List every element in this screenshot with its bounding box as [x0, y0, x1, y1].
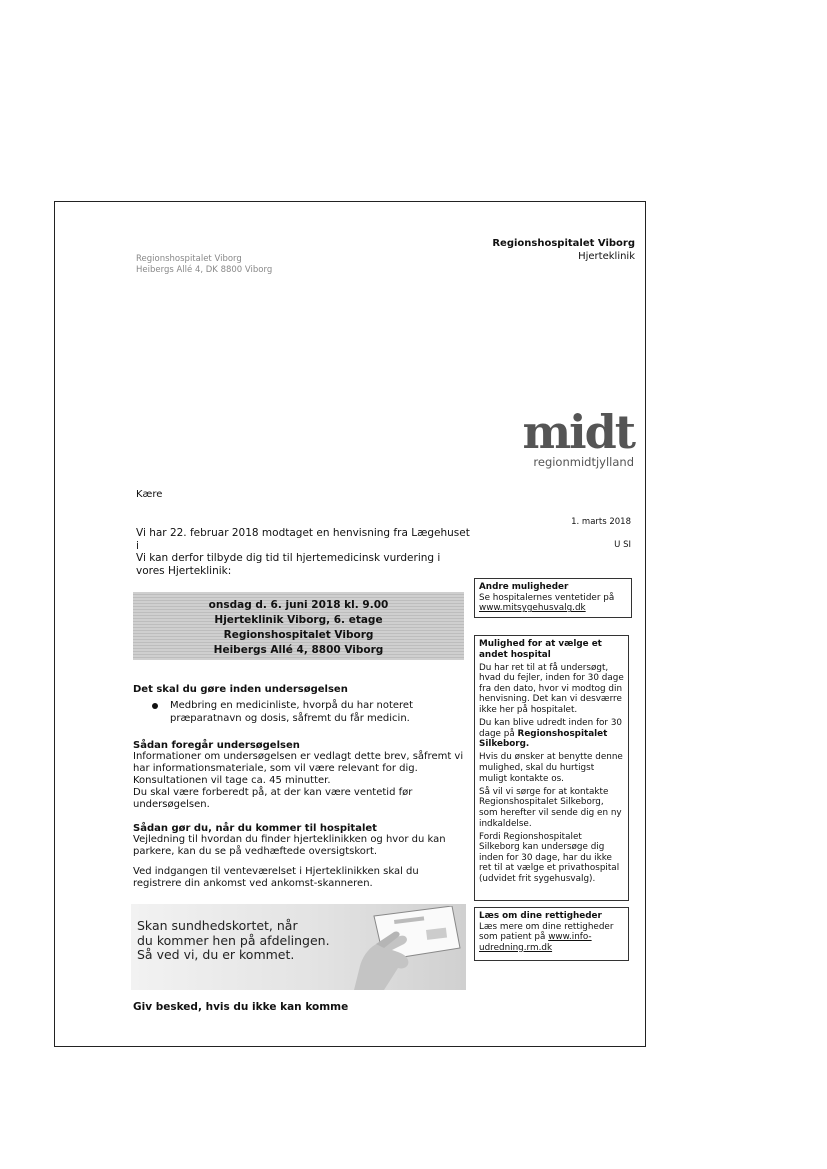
other-options-text: Se hospitalernes ventetider på [479, 592, 615, 603]
sender-line-2: Heibergs Allé 4, DK 8800 Viborg [136, 265, 273, 275]
sender-line-1: Regionshospitalet Viborg [136, 254, 242, 264]
waiting-times-link[interactable]: www.mitsygehusvalg.dk [479, 603, 586, 614]
bullet-text: Medbring en medicinliste, hvorpå du har noteret præparatnavn og dosis, såfremt du får medicin. [170, 700, 413, 724]
logo-subtitle: regionmidtjylland [533, 455, 634, 469]
exam-procedure-text: Informationer om undersøgelsen er vedlagt dette brev, såfremt vi har informationsmateriale, som vil være relevant for dig. Konsultationen vil tage ca. 45 minutter. [133, 751, 464, 786]
salutation: Kære [136, 489, 163, 500]
rights-box [474, 907, 629, 961]
silkeborg-option-lead: Du kan blive udredt inden for 30 dage på [479, 718, 623, 739]
appointment-clinic: Hjerteklinik Viborg, 6. etage [214, 614, 383, 626]
intro-line-3: Vi kan derfor tilbyde dig tid til hjertemedicinsk vurdering i vores Hjerteklinik: [136, 552, 441, 577]
scan-card-text [137, 919, 330, 963]
waiting-time-text: Du skal være forberedt på, at der kan være ventetid før undersøgelsen. [133, 787, 413, 810]
arrival-heading: Sådan gør du, når du kommer til hospitalet [133, 823, 377, 834]
choose-hospital-box [474, 635, 629, 901]
exam-procedure-heading: Sådan foregår undersøgelsen [133, 740, 300, 751]
rights-title: Læs om dine rettigheder [479, 911, 602, 921]
hospital-name: Regionshospitalet Viborg [492, 238, 635, 249]
region-logo [500, 405, 634, 469]
silkeborg-option-text [479, 718, 624, 750]
scan-card-line-2: du kommer hen på afdelingen. [137, 932, 330, 948]
exam-procedure-section [133, 740, 473, 811]
right-to-exam-text: Du har ret til at få undersøgt, hvad du fejler, inden for 30 dage fra den dato, hvor vi modtog din henvisning. Det kan vi desværre ikke her på hospitalet. [479, 662, 624, 716]
department-name: Hjerteklinik [578, 251, 635, 262]
scan-card-line-3: Så ved vi, du er kommet. [137, 947, 295, 962]
appointment-datetime: onsdag d. 6. juni 2018 kl. 9.00 [208, 599, 389, 611]
cancel-notice: Giv besked, hvis du ikke kan komme [133, 1001, 349, 1013]
appointment-hospital: Regionshospitalet Viborg [223, 629, 374, 641]
letter-date: 1. marts 2018 [571, 517, 631, 527]
before-exam-heading: Det skal du gøre inden undersøgelsen [133, 684, 348, 695]
arrival-text: Vejledning til hvordan du finder hjerteklinikken og hvor du kan parkere, kan du se på vedhæftede oversigtskort. [133, 834, 446, 857]
contact-us-text: Hvis du ønsker at benytte denne mulighed, skal du hurtigst muligt kontakte os. [479, 752, 623, 784]
intro-line-2: i [136, 539, 139, 552]
intro-line-1: Vi har 22. februar 2018 modtaget en henvisning fra Lægehuset [136, 527, 470, 539]
new-summons-text: Så vil vi sørge for at kontakte Regionshospitalet Silkeborg, som herefter vil sende dig en ny indkaldelse. [479, 786, 622, 829]
arrival-section [133, 823, 473, 858]
intro-text [136, 527, 471, 577]
silkeborg-hospital-name: Regionshospitalet Silkeborg. [479, 728, 608, 750]
scan-card-line-1: Skan sundhedskortet, når [137, 918, 298, 933]
bullet-dot-icon [152, 703, 158, 709]
hospital-header [420, 237, 635, 263]
letter-reference: U SI [614, 540, 631, 550]
entrance-text: Ved indgangen til venteværelset i Hjerteklinikken skal du registrere din ankomst ved ankomst-skanneren. [133, 866, 419, 889]
logo-mark: midt [522, 405, 634, 459]
sender-address [136, 254, 272, 276]
other-options-title: Andre muligheder [479, 582, 569, 592]
hand-holding-card-icon [354, 906, 462, 990]
choose-hospital-title: Mulighed for at vælge et andet hospital [479, 639, 602, 660]
other-options-box [474, 578, 632, 618]
appointment-address: Heibergs Allé 4, 8800 Viborg [213, 644, 384, 656]
appointment-box [133, 592, 464, 660]
rights-link[interactable]: www.info-udredning.rm.dk [479, 932, 592, 953]
private-hospital-text: Fordi Regionshospitalet Silkeborg kan undersøge dig inden for 30 dage, har du ikke ret til at vælge et privathospital (udvidet frit sygehusvalg). [479, 831, 620, 884]
rights-text: Læs mere om dine rettigheder som patient på [479, 921, 614, 943]
